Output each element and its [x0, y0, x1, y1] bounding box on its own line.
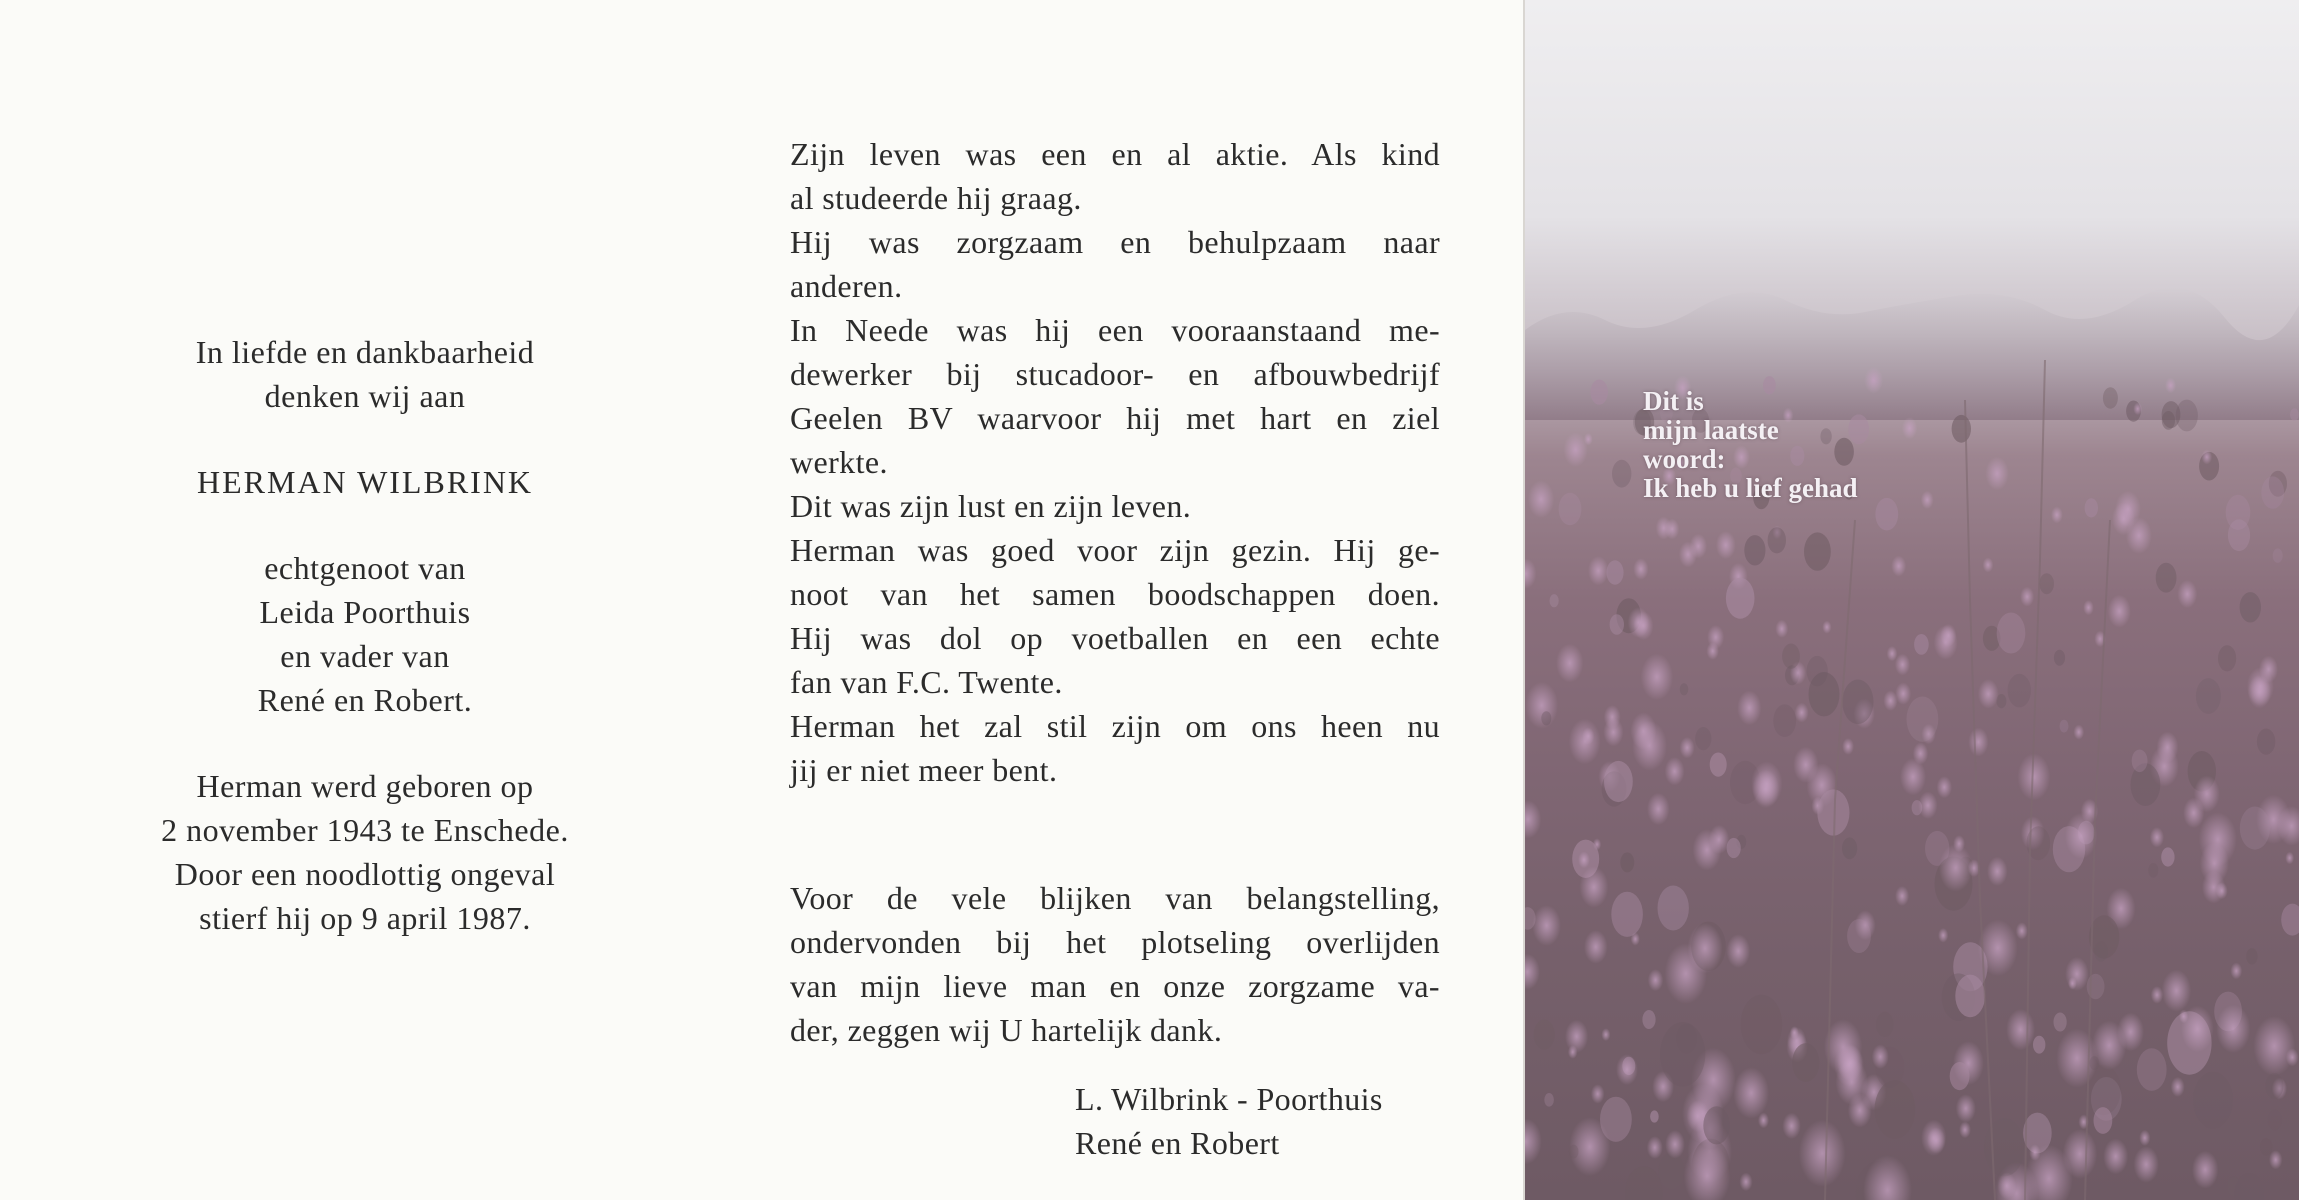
heather-blossom: [2006, 1009, 2035, 1050]
heather-blossom: [1633, 558, 1648, 580]
heather-blossom: [1665, 1130, 1685, 1158]
heather-blossom: [2196, 678, 2221, 714]
heather-blossom: [1875, 1080, 1916, 1138]
heather-blossom: [1956, 1094, 1976, 1122]
birth-line-3: Door een noodlottig ongeval: [174, 856, 556, 892]
heather-blossom: [2020, 587, 2034, 607]
heather-blossom: [2074, 725, 2085, 740]
heather-blossom: [1895, 886, 1909, 906]
heather-blossom: [1848, 1094, 1872, 1128]
heather-blossom: [2218, 645, 2236, 671]
heather-blossom: [1939, 844, 1972, 892]
heather-blossom: [1525, 800, 1541, 838]
heather-blossom: [1680, 737, 1695, 758]
tribute-line: Herman was goed voor zijn gezin. Hij ge-: [790, 532, 1440, 568]
heather-blossom: [2253, 1016, 2295, 1076]
heather-blossom: [2151, 986, 2163, 1004]
heather-blossom: [1709, 825, 1729, 854]
heather-blossom: [2162, 401, 2181, 428]
quote-line-1: Dit is: [1643, 386, 1704, 416]
heather-blossom: [1842, 837, 1857, 859]
heather-blossom: [1847, 919, 1871, 953]
heather-blossom: [1883, 691, 1897, 711]
birth-line-1: Herman werd geboren op: [196, 768, 534, 804]
heather-blossom: [1600, 1097, 1632, 1142]
heather-blossom: [1601, 1028, 1610, 1041]
signature-line-1: L. Wilbrink - Poorthuis: [1075, 1081, 1383, 1117]
family-line-3: en vader van: [280, 638, 450, 674]
heather-blossom: [1659, 1152, 1685, 1189]
heather-blossom: [1665, 519, 1679, 540]
intro-line-2: denken wij aan: [264, 378, 466, 414]
heather-blossom: [1842, 738, 1854, 755]
heather-blossom: [1528, 480, 1554, 518]
heather-blossom: [1727, 934, 1751, 968]
heather-blossom: [1564, 433, 1588, 467]
tribute-line: al studeerde hij graag.: [790, 180, 1082, 216]
heather-blossom: [1650, 1110, 1659, 1122]
quote-line-4: Ik heb u lief gehad: [1643, 473, 1858, 503]
heather-blossom: [1740, 1173, 1753, 1191]
heather-blossom: [2054, 1013, 2067, 1032]
quote-line-2: mijn laatste: [1643, 415, 1779, 445]
heather-blossom: [1950, 1062, 1970, 1090]
heather-blossom: [1603, 718, 1623, 747]
heather-blossom: [1710, 753, 1727, 777]
tribute-line: werkte.: [790, 444, 888, 480]
thanks-line: der, zeggen wij U hartelijk dank.: [790, 1012, 1223, 1048]
heather-blossom: [1804, 532, 1831, 570]
heather-blossom: [1934, 625, 1958, 659]
heather-blossom: [2234, 1173, 2264, 1200]
thanks-line: ondervonden bij het plotseling overlijden: [790, 924, 1440, 960]
heather-blossom: [2268, 1110, 2283, 1131]
heather-blossom: [1752, 770, 1779, 809]
heather-blossom: [2094, 1107, 2113, 1134]
heather-blossom: [1907, 697, 1939, 742]
heather-blossom: [2137, 1048, 2167, 1091]
heather-blossom: [1959, 1121, 1971, 1138]
heather-blossom: [2285, 852, 2294, 865]
heather-blossom: [1631, 932, 1640, 945]
quote-line-3: woord:: [1643, 444, 1726, 474]
heather-blossom: [1606, 560, 1623, 584]
birth-line-2: 2 november 1943 te Enschede.: [161, 812, 569, 848]
heather-blossom: [2060, 720, 2069, 733]
heather-blossom: [2087, 974, 2105, 999]
heather-blossom: [1768, 527, 1786, 553]
heather-blossom: [1955, 975, 1985, 1018]
heather-blossom: [1568, 1045, 1578, 1059]
heather-blossom: [1679, 541, 1697, 567]
heather-blossom: [1616, 1054, 1638, 1085]
heather-blossom: [2103, 387, 2118, 408]
heather-blossom: [1985, 457, 2008, 491]
heather-blossom: [1792, 1043, 1819, 1082]
heather-blossom: [1938, 928, 1948, 943]
deceased-name: HERMAN WILBRINK: [196, 464, 534, 500]
heather-blossom: [1914, 634, 1929, 655]
heather-blossom: [1891, 556, 1906, 577]
heather-blossom: [1559, 493, 1582, 526]
heather-blossom: [1565, 1020, 1588, 1053]
heather-blossom: [1997, 613, 2026, 654]
tribute-column: [790, 132, 1440, 1052]
heather-blossom: [2257, 729, 2275, 755]
heather-blossom: [1983, 557, 1994, 572]
memorial-column: [60, 330, 670, 940]
heather-blossom: [2240, 807, 2270, 850]
heather-blossom: [2171, 1077, 2185, 1097]
heather-blossom: [2139, 1130, 2150, 1146]
heather-field-image: [1525, 0, 2299, 1200]
heather-blossom: [2192, 1151, 2218, 1189]
heather-blossom: [1591, 1084, 1605, 1103]
heather-blossom: [1927, 1127, 1945, 1153]
heather-blossom: [1782, 644, 1800, 669]
heather-blossom: [2259, 656, 2278, 683]
heather-blossom: [1532, 905, 1561, 946]
heather-blossom: [2016, 922, 2028, 939]
heather-blossom: [2133, 403, 2142, 416]
heather-blossom: [2150, 827, 2164, 847]
heather-blossom: [2228, 519, 2250, 551]
heather-blossom: [1525, 1119, 1542, 1165]
heather-blossom: [1895, 654, 1910, 676]
heather-blossom: [1795, 703, 1809, 723]
tribute-line: Hij was zorgzaam en behulpzaam naar: [790, 224, 1440, 260]
heather-blossom: [2269, 1150, 2282, 1169]
heather-blossom: [2134, 1146, 2159, 1182]
signature-block: [1075, 1077, 1445, 1165]
heather-blossom: [1534, 1020, 1555, 1050]
heather-blossom: [2194, 776, 2220, 813]
heather-blossom: [1544, 1093, 1554, 1107]
heather-blossom: [2240, 592, 2261, 622]
heather-blossom: [2216, 1005, 2250, 1053]
heather-blossom: [1588, 556, 1609, 585]
heather-blossom: [1610, 614, 1624, 635]
heather-blossom: [1703, 1106, 1730, 1144]
heather-blossom: [1582, 728, 1594, 745]
heather-blossom: [1541, 711, 1551, 725]
heather-blossom: [1741, 995, 1783, 1054]
heather-blossom: [2029, 1144, 2040, 1160]
tribute-line: Hij was dol op voetballen en een echte: [790, 620, 1440, 656]
heather-blossom: [2290, 408, 2299, 421]
heather-blossom: [1660, 1022, 1705, 1087]
heather-blossom: [1604, 761, 1633, 802]
heather-blossom: [2090, 1056, 2100, 1070]
heather-blossom: [1737, 691, 1761, 726]
heather-blossom: [1695, 727, 1711, 750]
tribute-line: anderen.: [790, 268, 903, 304]
heather-blossom: [1648, 969, 1663, 991]
heather-blossom: [1525, 558, 1536, 589]
tribute-line: Dit was zijn lust en zijn leven.: [790, 488, 1192, 524]
family-line-1: echtgenoot van: [264, 550, 466, 586]
tribute-line: Herman het zal stil zijn om ons heen nu: [790, 708, 1440, 744]
tribute-line: Zijn leven was een en al aktie. Als kind: [790, 136, 1440, 172]
heather-blossom: [1775, 620, 1788, 638]
heather-blossom: [1837, 1045, 1863, 1081]
photo-quote: [1643, 387, 1963, 503]
family-line-2: Leida Poorthuis: [259, 594, 471, 630]
heather-blossom: [2083, 600, 2094, 615]
heather-blossom: [1716, 531, 1736, 559]
heather-blossom: [1631, 713, 1657, 750]
heather-blossom: [1611, 892, 1643, 937]
heather-blossom: [2157, 732, 2179, 763]
heather-blossom: [2281, 904, 2299, 936]
heather-blossom: [2162, 970, 2191, 1012]
tribute-line: In Neede was hij een vooraanstaand me-: [790, 312, 1440, 348]
heather-blossom: [1998, 1172, 2017, 1199]
heather-blossom: [2177, 580, 2197, 608]
heather-blossom: [2230, 963, 2242, 980]
heather-blossom: [1665, 757, 1685, 785]
signature-line-2: René en Robert: [1075, 1125, 1280, 1161]
heather-blossom: [2199, 812, 2237, 866]
heather-blossom: [2193, 1072, 2233, 1129]
tribute-line: noot van het samen boodschappen doen.: [790, 576, 1440, 612]
heather-blossom: [1918, 792, 1937, 819]
heather-blossom: [2103, 1139, 2128, 1175]
heather-blossom: [2112, 502, 2135, 535]
heather-blossom: [1625, 1166, 1663, 1200]
heather-blossom: [1887, 646, 1898, 661]
heather-blossom: [2260, 1138, 2272, 1155]
heather-blossom: [1550, 594, 1559, 607]
heather-blossom: [2286, 1048, 2299, 1066]
heather-blossom: [1790, 1026, 1799, 1039]
heather-blossom: [1978, 679, 1999, 709]
heather-blossom: [1642, 1010, 1655, 1029]
heather-blossom: [1658, 886, 1689, 931]
tribute-line: dewerker bij stucadoor- en afbouwbedrijf: [790, 356, 1440, 392]
heather-blossom: [1525, 954, 1540, 990]
heather-blossom: [1688, 923, 1723, 973]
birth-line-4: stierf hij op 9 april 1987.: [199, 900, 531, 936]
heather-blossom: [1744, 535, 1765, 565]
intro-line-1: In liefde en dankbaarheid: [195, 334, 535, 370]
heather-blossom: [1895, 682, 1911, 704]
heather-blossom: [1726, 578, 1755, 619]
heather-blossom: [1680, 683, 1689, 695]
heather-blossom: [2108, 595, 2131, 628]
heather-blossom: [2051, 507, 2063, 524]
heather-blossom: [1876, 1012, 1894, 1037]
heather-blossom: [2156, 563, 2177, 593]
heather-blossom: [1863, 1155, 1912, 1200]
tribute-line: Geelen BV waarvoor hij met hart en ziel: [790, 400, 1440, 436]
heather-blossom: [1727, 838, 1741, 858]
heather-blossom: [1578, 851, 1590, 868]
heather-blossom: [1628, 607, 1649, 638]
heather-blossom: [1733, 1067, 1769, 1118]
heather-blossom: [1793, 747, 1818, 783]
heather-blossom: [2039, 573, 2054, 594]
heather-blossom: [2085, 498, 2098, 517]
heather-blossom: [2266, 1073, 2284, 1099]
heather-blossom: [2132, 750, 2148, 773]
heather-blossom: [2181, 1006, 2213, 1052]
heather-blossom: [1647, 1136, 1663, 1159]
heather-blossom: [1590, 380, 1608, 405]
heather-photo: [1525, 0, 2299, 1200]
heather-blossom: [1620, 852, 1634, 872]
heather-blossom: [1807, 656, 1828, 686]
tribute-line: fan van F.C. Twente.: [790, 664, 1063, 700]
heather-blossom: [2065, 957, 2089, 991]
thanks-line: Voor de vele blijken van belangstelling,: [790, 880, 1440, 916]
heather-blossom: [1937, 776, 1952, 798]
heather-blossom: [2008, 674, 2031, 708]
heather-blossom: [1758, 1113, 1769, 1129]
heather-blossom: [2165, 378, 2176, 394]
heather-blossom: [1842, 680, 1873, 725]
heather-blossom: [1773, 704, 1796, 737]
heather-blossom: [2202, 871, 2225, 904]
heather-blossom: [2054, 650, 2065, 666]
heather-blossom: [2033, 1036, 2045, 1054]
thanks-line: van mijn lieve man en onze zorgzame va-: [790, 968, 1440, 1004]
heather-blossom: [1968, 728, 1988, 757]
heather-blossom: [1556, 644, 1583, 683]
heather-blossom: [1580, 867, 1609, 908]
heather-blossom: [1799, 1120, 1846, 1187]
heather-blossom: [1872, 1045, 1889, 1069]
heather-blossom: [2273, 548, 2283, 562]
heather-blossom: [2161, 847, 2174, 866]
heather-blossom: [1569, 1145, 1579, 1159]
heather-blossom: [2261, 476, 2284, 508]
heather-blossom: [1612, 460, 1631, 488]
heather-blossom: [1782, 1113, 1800, 1139]
family-line-4: René en Robert.: [257, 682, 473, 718]
tribute-line: jij er niet meer bent.: [790, 752, 1058, 788]
heather-blossom: [1913, 742, 1928, 764]
heather-blossom: [2202, 450, 2213, 465]
heather-blossom: [1525, 682, 1558, 729]
heather-blossom: [1987, 857, 2007, 886]
heather-blossom: [2089, 915, 2119, 958]
heather-blossom: [1647, 793, 1670, 825]
heather-blossom: [1822, 621, 1831, 634]
heather-blossom: [1707, 625, 1724, 649]
heather-blossom: [1584, 930, 1608, 964]
heather-blossom: [2246, 948, 2257, 964]
heather-blossom: [1984, 1118, 2025, 1176]
heather-blossom: [1641, 654, 1673, 700]
heather-blossom: [2148, 863, 2158, 878]
